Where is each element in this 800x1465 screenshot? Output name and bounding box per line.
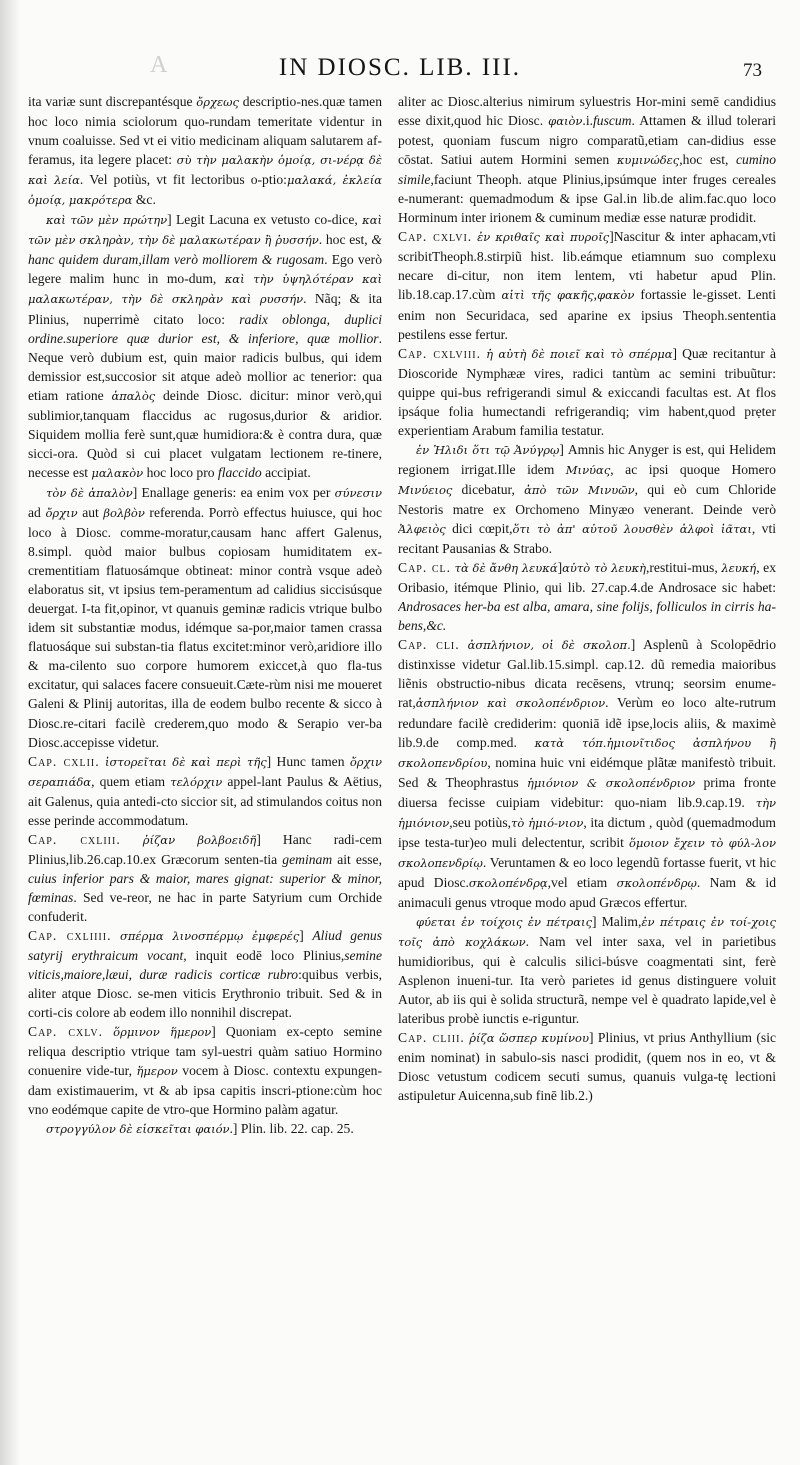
commentary-paragraph: φύεται ἐν τοίχοις ἐν πέτραις] Malim,ἐν πέτραις ἐν τοί-χοις τοῖς ἀπὸ κοχλάκων. Nam vel inter saxa, vel in parietibus humidioribus, qui è calculis silici-búsve coagmentati sint, ferè Asplenon inueni-tur. Ita verò parietes id genus distinguere voluit Autor, ab iis qui è solida structurã, nempe vel è quadrato lapide,vel è lateribus probè iunctis e-riguntur. [398, 913, 776, 1027]
commentary-paragraph: Cap. cli. ἀσπλήνιον, οἱ δὲ σκολοπ.] Asplenũ à Scolopēdrio distinxisse videtur Gal.lib.15.simpl. cap.12. dũ remedia maioribus liẽnis obstructio-nibus dicata recēsens, vtrunq; seorsim enume-rat,ἀσπλήνιον καὶ σκολοπένδριον. Verùm eo loco alte-rutrum redundare facilè crediderim: quoniā idẽ ipse,locis aliis, & maximè lib.9.de comp.med. κατὰ τόπ.ἡμιονῖτιδος ἀσπλήνου ἢ σκολοπενδρίου, nomina huic vni eidémque plãtæ manifestò tribuit. Sed & Theophrastus ἡμιόνιον & σκολοπένδριον prima fronte diuersa fecisse cuipiam videbitur: quo-niam lib.9.cap.19. τὴν ἡμιόνιον,seu potiùs,τὸ ἡμιό-νιον, ita dictum , quòd (quemadmodum ipse testa-tur)eo muli delectentur, scribit ὅμοιον ἔχειν τὸ φύλ-λον σκολοπενδρίῳ. Veruntamen & eo loco legendũ fortasse fuerit, vt hic apud Diosc.σκολοπένδρᾳ,vel etiam σκολοπένδρῳ. Nam & id animaculi genus vtroque modo apud Græcos effertur. [398, 637, 776, 910]
right-column [398, 92, 776, 1452]
commentary-paragraph: καὶ τῶν μὲν πρώτην] Legit Lacuna ex vetusto co-dice, καὶ τῶν μὲν σκληρὰν, τὴν δὲ μαλακωτέραν ἢ ῥυσσήν. hoc est, & hanc quidem duram,illam verò molliorem & rugosam. Ego verò legere malim hunc in mo-dum, καὶ τὴν ὑψηλότέραν καὶ μαλακωτέραν, τὴν δὲ σκληρὰν καὶ ρυσσήν. Nãq; & ita Plinius, nuperrimè citato loco: radix oblonga, duplici ordine.superiore quæ durior est, & inferiore, quæ mollior. Neque verò dubium est, quin maior radicis bulbus, qui idem demissior est,succosior sit atque adeò mollior ac tenerior: qua etiam ratione ἁπαλὸς deinde Diosc. dicitur: minor verò,qui sublimior,tanquam flaccidus ac rugosus,durior & aridior. Siquidem mollia ferè sunt,quæ humidiora:& è contra dura, quæ sicci-ora. Quòd si cui placet vulgatam lectionem re-tinere, necesse est μαλακὸν hoc loco pro flaccido accipiat. [28, 212, 382, 480]
commentary-paragraph: τὸν δὲ ἁπαλὸν] Enallage generis: ea enim vox per σύνεσιν ad ὄρχιν aut βολβὸν referenda. Porrò effectus huiusce, qui hoc loco à Diosc. comme-moratur,causam hanc affert Galenus, 8.simpl. quòd maior bulbus copiosam humiditatem ex-crementitiam flatuosámque obtineat: minor contrà vsque adeò elaboratus sit, vt ipsius tem-peramentum ad calidius siccisúsque deuergat. I-ta fit,opinor, vt quanuis geminæ radicis vtrique bulbo idem sit substantiæ modus, idémque sa-por,maior tamen crassa flatuosáque sui substan-tia flatus excitet:minor verò,aridiore illo & ma-cilento suo corpore humorem exiccet,à quo fla-tus excitatur, qui salaces facere consueuit.Cæte-rùm nisi me moueret Galeni & Plinij autoritas, illa de eodem bulbo recente & sicco à Diosc.re-citari facilè crederem,quo modo & Serapio ver-ba Diosc.accepisse videtur. [28, 484, 382, 750]
commentary-paragraph: Cap. cxlviii. ἡ αὐτὴ δὲ ποιεῖ καὶ τὸ σπέρμα] Quæ recitantur à Dioscoride Nymphææ vires, radici tantùm ac semini tribuũtur: quippe qui-bus refrigerandi simul & exiccandi facultas est. At flos ipsáque folia humectandi refrigerandiq; vim habent,quod prẹter experientiam Arabum familia testatur. [398, 345, 776, 438]
commentary-paragraph: Cap. cxlv. ὅρμινον ἥμερον] Quoniam ex-cepto semine reliqua descriptio vtrique tam syl-uestri quàm satiuo Hormino conuenire vide-tur, ἥμερον vocem à Diosc. contextu expungen-dam existimauerim, vt & ab ipsa capitis inscri-ptione:cùm hoc vno eodémque capite de vtro-que Hormino palàm agatur. [28, 1024, 382, 1118]
commentary-paragraph: στρογγύλον δὲ εἰσκεῖται φαιόν.] Plin. lib. 22. cap. 25. [46, 1121, 354, 1137]
commentary-paragraph: Cap. cxlvi. ἐν κριθαῖς καὶ πυροῖς]Nascitur & inter aphacam,vti scribitTheoph.8.stirpiũ hist. lib.eámque etiamnum suo complexu necare di-citur, non item lentem, vti habetur apud Plin. lib.18.cap.17.cùm αἰτὶ τῆς φακῆς,φακὸν fortassie le-gisset. Lenti enim non Securidaca, sed aparine ex ipsius Theoph.sententia pestilens esse fertur. [398, 229, 776, 342]
commentary-paragraph: Cap. cxliii. ῥίζαν βολβοειδῆ] Hanc radi-cem Plinius,lib.26.cap.10.ex Græcorum senten-tia geminam ait esse, cuius inferior pars & maior, mares gignat: superior & minor, fœminas. Sed ve-reor, ne hac in parte Satyrium cum Orchide confuderit. [28, 831, 382, 924]
running-title: IN DIOSC. LIB. III. [278, 54, 522, 81]
page-gutter-shadow [0, 0, 20, 1465]
commentary-paragraph: Cap. cliii. ῥίζα ὥσπερ κυμίνου] Plinius, vt prius Anthyllium (sic enim nominat) in sabulo-sis nasci prodidit, (quem nos in eo, vt & Diosc vetustum codicem secuti sumus, quanuis vulga-tę lectioni astipuletur Auicenna,sub finē lib.2.) [398, 1030, 776, 1104]
commentary-paragraph: ἐν Ἠλιδι ὅτι τῷ Ἀνύγρῳ] Amnis hic Anyger is est, qui Helidem regionem irrigat.Ille idem Μινύας, ac ipsi quoque Homero Μινύειος dicebatur, ἀπὸ τῶν Μινυῶν, qui eò cum Chloride Nestoris matre ex Orchomeno Minyæo venerant. Deinde verò Ἀλφειὸς dici cœpit,ὅτι τὸ ἀπ' αὐτοῦ λουσθὲν ἀλφοὶ ἰᾶται, vti recitant Pausanias & Strabo. [398, 441, 776, 557]
commentary-paragraph: Cap. cxlii. ἱστορεῖται δὲ καὶ περὶ τῆς] Hunc tamen ὄρχιν σεραπιάδα, quem etiam τελόρχιν appel-lant Paulus & Aëtius, ait Galenus, quia antedi-cto siccior sit, ad stimulandos coitus non esse perinde accommodatum. [28, 753, 382, 828]
running-header [0, 48, 800, 88]
commentary-paragraph: aliter ac Diosc.alterius nimirum syluestris Hor-mini semē candidius esse dixit,quod hic Diosc. φαιὸν.i.fuscum. Attamen & illud tolerari potest, quoniam fuscum nigro comparatũ,etiam can-didius esse cōstat. Satiui autem Hormini semen κυμινώδες,hoc est, cumino simile,faciunt Theoph. atque Plinius,ipsúmque inter fruges cereales e-numerant: quemadmodum & ipse Gal.in lib.de alim.fac.quo loco Horminum inter irionem & cuminum mediæ esse naturæ prodidit. [398, 94, 776, 226]
page-number: 73 [743, 60, 762, 81]
commentary-paragraph: Cap. cl. τὰ δὲ ἄνθη λευκά]αὐτὸ τὸ λευκὴ,restitui-mus, λευκή, ex Oribasio, itémque Plinio, qui lib. 27.cap.4.de Androsace sic habet: Androsaces her-ba est alba, amara, sine folijs, folliculos in cirris ha-bens,&c. [398, 560, 776, 634]
commentary-paragraph: Cap. cxliiii. σπέρμα λινοσπέρμῳ ἐμφερές] Aliud genus satyrij erythraicum vocant, inquit eodē loco Plinius,semine viticis,maiore,læui, duræ radicis corticæ rubro:quibus verbis, aliter atque Diosc. se-men viticis Erythronio tribuit. Sed & in corti-cis colore ab eodem illo nonnihil discrepat. [28, 928, 382, 1021]
left-column [28, 92, 382, 1452]
bleed-through-letter: A [150, 52, 170, 78]
commentary-paragraph: ita variæ sunt discrepantésque ὄρχεως descriptio-nes.quæ tamen hoc loco nimia sciolorum quo-rundam temeritate videntur in vnum coaluisse. Sed vt ei vitio medicinam aliquam salutarem af-feramus, ita legere placet: σὺ τὴν μαλακὴν ὁμοίᾳ, σι-νέρᾳ δὲ καὶ λεία. Vel potiùs, vt fit lectoribus o-ptio:μαλακά, ἐκλεία ὁμοίᾳ, μακρότερα &c. [28, 94, 382, 208]
